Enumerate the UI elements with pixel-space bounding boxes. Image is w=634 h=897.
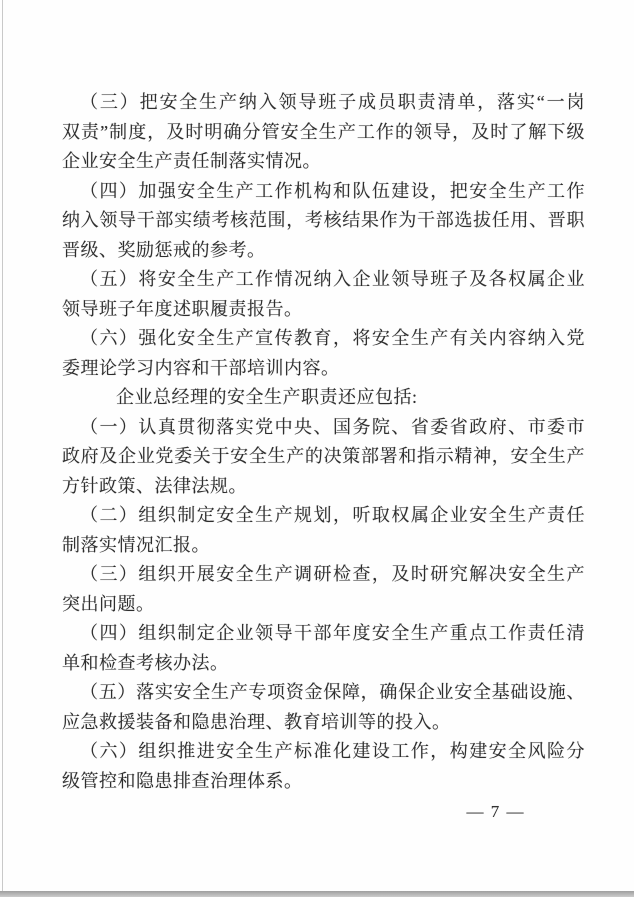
scan-shadow-bar [0,891,634,897]
text-line: （四）组织制定企业领导干部年度安全生产重点工作责任清 [80,623,585,643]
text-line: 应急救援装备和隐患治理、教育培训等的投入。 [62,711,451,732]
text-line: （六）组织推进安全生产标准化建设工作，构建安全风险分 [80,741,585,761]
text-line: 领导班子年度述职履责报告。 [62,298,303,319]
paragraph [62,177,585,266]
text-line: 制落实情况汇报。 [62,534,210,555]
text-line: 晋级、奖励惩戒的参考。 [62,239,266,260]
text-line: （六）强化安全生产宣传教育，将安全生产有关内容纳入党 [80,328,585,348]
paragraph [62,678,585,737]
text-line: 双责”制度，及时明确分管安全生产工作的领导，及时了解下级 [62,121,585,142]
text-line: （四）加强安全生产工作机构和队伍建设，把安全生产工作 [80,180,585,201]
text-line: （三）把安全生产纳入领导班子成员职责清单，落实“一岗 [80,92,585,112]
text-line: （五）落实安全生产专项资金保障，确保企业安全基础设施、 [80,682,585,702]
text-line: 突出问题。 [62,593,155,614]
text-line: （二）组织制定安全生产规划，听取权属企业安全生产责任 [80,505,585,525]
text-line: （五）将安全生产工作情况纳入企业领导班子及各权属企业 [80,269,585,289]
text-line: （一）认真贯彻落实党中央、国务院、省委省政府、市委市 [80,416,585,437]
text-line: 政府及企业党委关于安全生产的决策部署和指示精神，安全生产 [62,446,585,466]
text-line: 委理论学习内容和干部培训内容。 [62,357,340,378]
scan-edge-line [2,0,3,892]
document-body [62,88,585,796]
text-line: 方针政策、法律法规。 [62,475,247,496]
text-line: （三）组织开展安全生产调研检查，及时研究解决安全生产 [80,564,585,584]
text-line: 企业安全生产责任制落实情况。 [62,151,321,171]
page-number: — 7 — [466,802,525,821]
text-line: 单和检查考核办法。 [62,652,229,673]
paragraph [62,560,585,619]
paragraph [62,501,585,560]
paragraph [62,265,585,324]
paragraph [62,88,585,177]
paragraph [62,324,585,383]
paragraph [62,383,585,413]
text-line: 企业总经理的安全生产职责还应包括: [116,387,418,407]
paragraph [62,737,585,796]
text-line: 级管控和隐患排查治理体系。 [62,770,303,791]
text-line: 纳入领导干部实绩考核范围，考核结果作为干部选拔任用、晋职 [62,210,585,230]
paragraph [62,619,585,678]
paragraph [62,413,585,502]
